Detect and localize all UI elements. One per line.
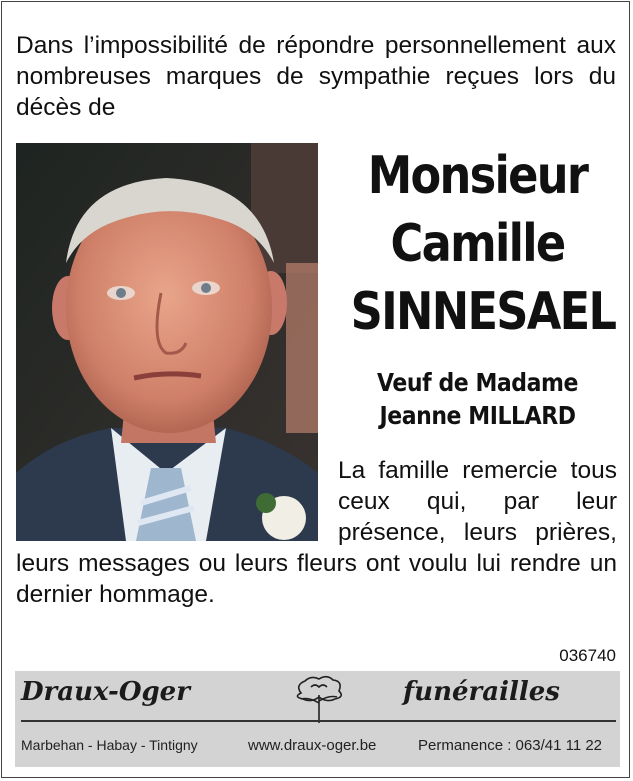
- name-first: Camille: [390, 214, 565, 274]
- intro-text: Dans l’impossibilité de répondre personnellement aux nombreuses marques de sympathie reçues lors du décès de: [16, 32, 616, 121]
- name-title: Monsieur: [367, 146, 588, 206]
- reference-number: 036740: [559, 646, 616, 665]
- thanks-text: La famille remercie tous ceux qui, par leur présence, leurs prières, leurs messages ou leurs fleurs ont voulu lui rendre un dernier hommage.: [16, 457, 617, 608]
- footer-locations: Marbehan - Habay - Tintigny: [21, 737, 198, 753]
- name-last: SINNESAEL: [350, 282, 616, 342]
- footer-website: www.draux-oger.be: [248, 737, 377, 754]
- footer-permanence: Permanence : 063/41 11 22: [418, 737, 603, 754]
- widow-line-1: Veuf de Madame: [377, 368, 578, 397]
- widow-info: [330, 366, 625, 432]
- brand-service: funérailles: [403, 677, 560, 707]
- brand-name: Draux-Oger: [21, 677, 190, 707]
- widow-line-2: Jeanne MILLARD: [379, 401, 576, 430]
- deceased-name: [330, 142, 625, 346]
- footer-divider: [21, 720, 616, 722]
- funeral-home-footer: [15, 671, 620, 767]
